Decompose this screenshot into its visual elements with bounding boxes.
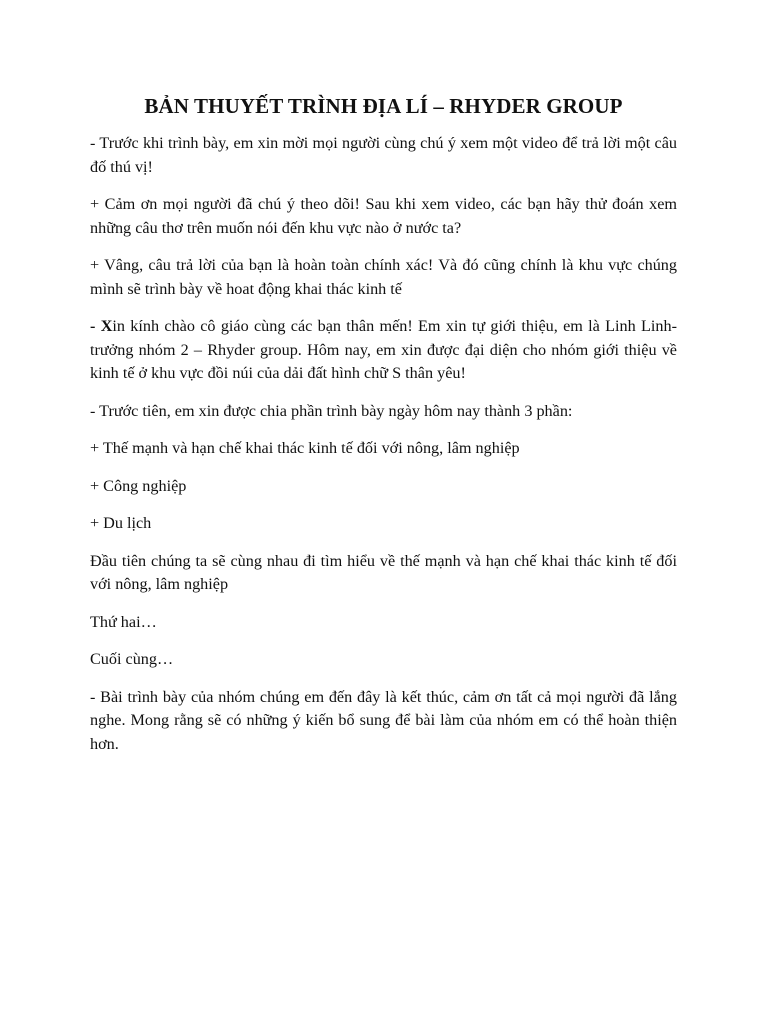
list-item-industry: + Công nghiệp bbox=[90, 476, 187, 495]
document-page bbox=[90, 92, 677, 770]
paragraph-thanks-guess: + Cảm ơn mọi người đã chú ý theo dõi! Sau khi xem video, các bạn hãy thử đoán xem những câu thơ trên muốn nói đến khu vực nào ở nước ta? bbox=[90, 195, 677, 237]
paragraph-closing: - Bài trình bày của nhóm chúng em đến đây là kết thúc, cảm ơn tất cả mọi người đã lắng nghe. Mong rằng sẽ có những ý kiến bổ sung để bài làm của nhóm em có thể hoàn thiện hơn. bbox=[90, 687, 677, 753]
document-title: BẢN THUYẾT TRÌNH ĐỊA LÍ – RHYDER GROUP bbox=[144, 94, 623, 118]
paragraph-second-part: Thứ hai… bbox=[90, 612, 157, 631]
paragraph-greeting-lead: - X bbox=[90, 317, 113, 335]
paragraph-last-part: Cuối cùng… bbox=[90, 650, 174, 668]
paragraph-greeting bbox=[90, 315, 677, 386]
list-item-tourism: + Du lịch bbox=[90, 514, 152, 532]
paragraph-correct-answer: + Vâng, câu trả lời của bạn là hoàn toàn chính xác! Và đó cũng chính là khu vực chúng mình sẽ trình bày về hoat động khai thác kinh tế bbox=[90, 256, 677, 298]
list-item-agriculture: + Thế mạnh và hạn chế khai thác kinh tế đối với nông, lâm nghiệp bbox=[90, 439, 520, 457]
paragraph-first-part: Đầu tiên chúng ta sẽ cùng nhau đi tìm hiểu về thế mạnh và hạn chế khai thác kinh tế đối với nông, lâm nghiệp bbox=[90, 551, 677, 593]
paragraph-intro-video: - Trước khi trình bày, em xin mời mọi người cùng chú ý xem một video để trả lời một câu đố thú vị! bbox=[90, 134, 677, 176]
paragraph-three-parts: - Trước tiên, em xin được chia phần trình bày ngày hôm nay thành 3 phần: bbox=[90, 401, 573, 420]
paragraph-greeting-rest: in kính chào cô giáo cùng các bạn thân mến! Em xin tự giới thiệu, em là Linh Linh- trưởng nhóm 2 – Rhyder group. Hôm nay, em xin được đại diện cho nhóm giới thiệu về kinh tế ở khu vực đồi núi của dải đất hình chữ S thân yêu! bbox=[90, 317, 677, 382]
